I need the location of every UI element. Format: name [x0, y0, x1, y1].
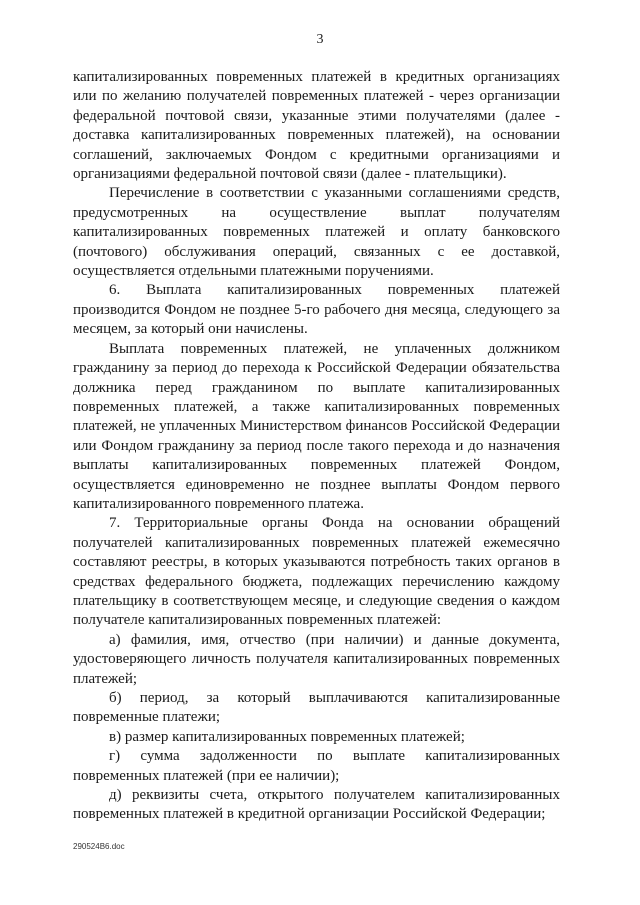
paragraph-transfer: Перечисление в соответствии с указанными соглашениями средств, предусмотренных на осуществление выплат получателям капитализированных повременных платежей и оплату банковского (почтового) обслуживания операций, связанных с ее доставкой, осуществляется отдельными платежными поручениями.: [73, 185, 560, 280]
document-code: 290524B6.doc: [73, 842, 125, 851]
list-item-b: б) период, за который выплачиваются капитализированные повременные платежи;: [73, 690, 560, 726]
list-item-g: г) сумма задолженности по выплате капитализированных повременных платежей (при ее наличии);: [73, 748, 560, 784]
paragraph-continuation: капитализированных повременных платежей в кредитных организациях или по желанию получателей повременных платежей - через организации федеральной почтовой связи, указанные этими получателями (далее - доставка капитализированных повременных платежей), на основании соглашений, заключаемых Фондом с кредитными организациями и организациями федеральной почтовой связи (далее - плательщики).: [73, 69, 560, 183]
list-item-d: д) реквизиты счета, открытого получателем капитализированных повременных платежей в кредитной организации Российской Федерации;: [73, 787, 560, 823]
list-item-v: в) размер капитализированных повременных платежей;: [109, 728, 465, 745]
page-number: 3: [316, 32, 324, 47]
paragraph-item-6: 6. Выплата капитализированных повременных платежей производится Фондом не позднее 5-го рабочего дня месяца, следующего за месяцем, за который они начислены.: [73, 282, 560, 338]
document-body: [73, 68, 560, 825]
paragraph-item-7: 7. Территориальные органы Фонда на основании обращений получателей капитализированных повременных платежей ежемесячно составляют реестры, в которых указываются потребность таких органов в средствах федерального бюджета, подлежащих перечислению каждому плательщику в соответствующем месяце, и следующие сведения о каждом получателе капитализированных повременных платежей:: [73, 515, 560, 629]
list-item-a: а) фамилия, имя, отчество (при наличии) и данные документа, удостоверяющего личность получателя капитализированных повременных платежей;: [73, 631, 560, 687]
paragraph-arrears-payment: Выплата повременных платежей, не уплаченных должником гражданину за период до перехода к Российской Федерации обязательства должника перед гражданином по выплате капитализированных повременных платежей, а также капитализированных повременных платежей, не уплаченных Министерством финансов Российской Федерации или Фондом гражданину за период после такого перехода и до назначения выплаты капитализированных повременных платежей Фондом, осуществляется единовременно не позднее выплаты Фондом первого капитализированного повременного платежа.: [73, 340, 560, 512]
